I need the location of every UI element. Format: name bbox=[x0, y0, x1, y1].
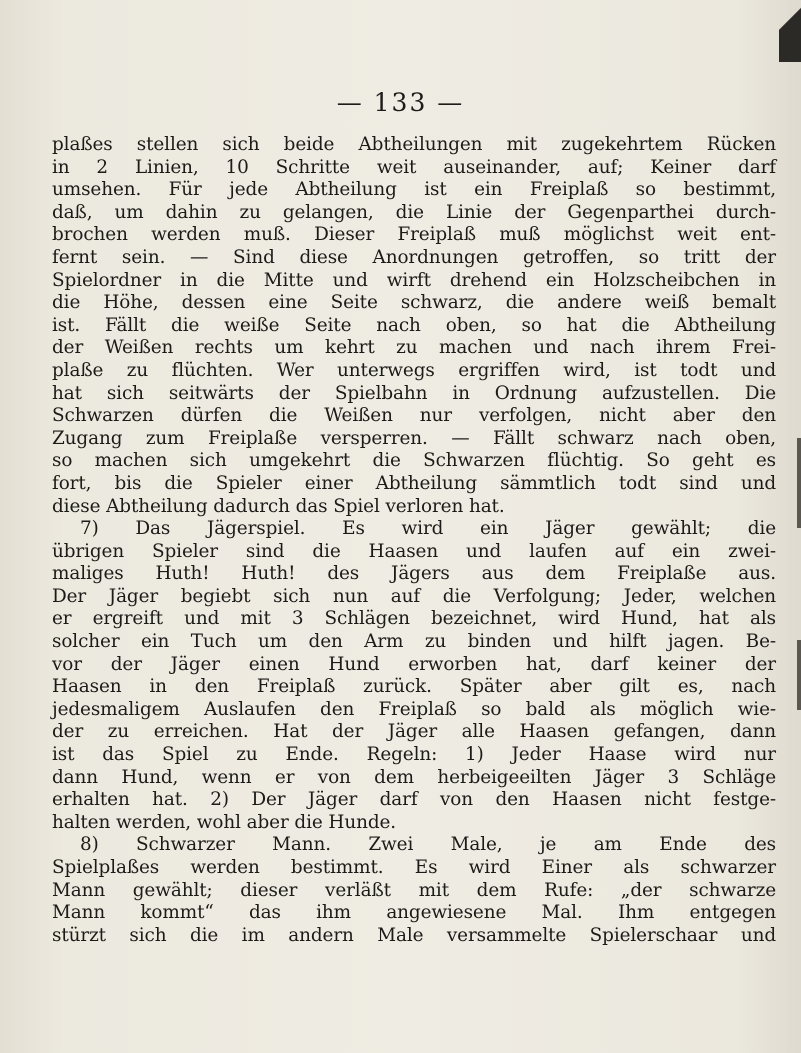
page-corner-shadow bbox=[779, 0, 801, 62]
text-line: vor der Jäger einen Hund erworben hat, darf keiner der bbox=[52, 653, 776, 675]
text-line: übrigen Spieler sind die Haasen und laufen auf ein zwei- bbox=[52, 540, 776, 562]
body-text bbox=[52, 134, 776, 947]
text-line: Spielordner in die Mitte und wirft drehend ein Holzscheibchen in bbox=[52, 269, 776, 291]
text-line: so machen sich umgekehrt die Schwarzen flüchtig. So geht es bbox=[52, 450, 776, 472]
text-line: daß, um dahin zu gelangen, die Linie der Gegenparthei durch- bbox=[52, 201, 776, 223]
text-line: erhalten hat. 2) Der Jäger darf von den Haasen nicht festge- bbox=[52, 789, 776, 811]
text-line: diese Abtheilung dadurch das Spiel verloren hat. bbox=[52, 495, 505, 517]
text-line: plaßes stellen sich beide Abtheilungen mit zugekehrtem Rücken bbox=[52, 134, 776, 155]
text-line: umsehen. Für jede Abtheilung ist ein Freiplaß so bestimmt, bbox=[52, 179, 776, 201]
text-line: brochen werden muß. Dieser Freiplaß muß möglichst weit ent- bbox=[52, 224, 776, 246]
text-line: Haasen in den Freiplaß zurück. Später aber gilt es, nach bbox=[52, 676, 776, 698]
text-line: jedesmaligem Auslaufen den Freiplaß so bald als möglich wie- bbox=[52, 698, 776, 720]
text-line: fort, bis die Spieler einer Abtheilung sämmtlich todt sind und bbox=[52, 472, 776, 494]
text-line: Mann kommt“ das ihm angewiesene Mal. Ihm entgegen bbox=[52, 902, 776, 924]
text-line: Schwarzen dürfen die Weißen nur verfolgen, nicht aber den bbox=[52, 405, 776, 427]
text-line: Der Jäger begiebt sich nun auf die Verfolgung; Jeder, welchen bbox=[52, 585, 776, 607]
text-line: 7) Das Jägerspiel. Es wird ein Jäger gewählt; die bbox=[80, 518, 776, 540]
page-edge-mark bbox=[797, 438, 801, 528]
text-line: der Weißen rechts um kehrt zu machen und nach ihrem Frei- bbox=[52, 337, 776, 359]
text-line: er ergreift und mit 3 Schlägen bezeichnet, wird Hund, hat als bbox=[52, 608, 776, 630]
text-line: die Höhe, dessen eine Seite schwarz, die andere weiß bemalt bbox=[52, 292, 776, 314]
text-line: Spielplaßes werden bestimmt. Es wird Einer als schwarzer bbox=[52, 857, 776, 878]
text-line: fernt sein. — Sind diese Anordnungen getroffen, so tritt der bbox=[52, 246, 776, 268]
text-line: ist das Spiel zu Ende. Regeln: 1) Jeder Haase wird nur bbox=[52, 744, 776, 766]
text-line: hat sich seitwärts der Spielbahn in Ordnung aufzustellen. Die bbox=[52, 382, 776, 404]
text-line: 8) Schwarzer Mann. Zwei Male, je am Ende des bbox=[80, 834, 776, 856]
text-line: solcher ein Tuch um den Arm zu binden und hilft jagen. Be- bbox=[52, 631, 776, 653]
page-number: — 133 — bbox=[336, 88, 465, 117]
text-line: halten werden, wohl aber die Hunde. bbox=[52, 811, 397, 833]
text-line: dann Hund, wenn er von dem herbeigeeilten Jäger 3 Schläge bbox=[52, 766, 776, 788]
text-line: plaße zu flüchten. Wer unterwegs ergriffen wird, ist todt und bbox=[52, 359, 776, 381]
text-line: ist. Fällt die weiße Seite nach oben, so hat die Abtheilung bbox=[52, 314, 776, 336]
text-line: der zu erreichen. Hat der Jäger alle Haasen gefangen, dann bbox=[52, 721, 776, 743]
text-line: stürzt sich die im andern Male versammelte Spielerschaar und bbox=[52, 924, 776, 946]
text-line: Zugang zum Freiplaße versperren. — Fällt schwarz nach oben, bbox=[52, 427, 776, 449]
text-line: maliges Huth! Huth! des Jägers aus dem Freiplaße aus. bbox=[52, 563, 776, 585]
text-line: Mann gewählt; dieser verläßt mit dem Rufe: „der schwarze bbox=[52, 879, 776, 901]
page-edge-mark bbox=[797, 640, 801, 710]
text-line: in 2 Linien, 10 Schritte weit auseinander, auf; Keiner darf bbox=[52, 156, 776, 178]
